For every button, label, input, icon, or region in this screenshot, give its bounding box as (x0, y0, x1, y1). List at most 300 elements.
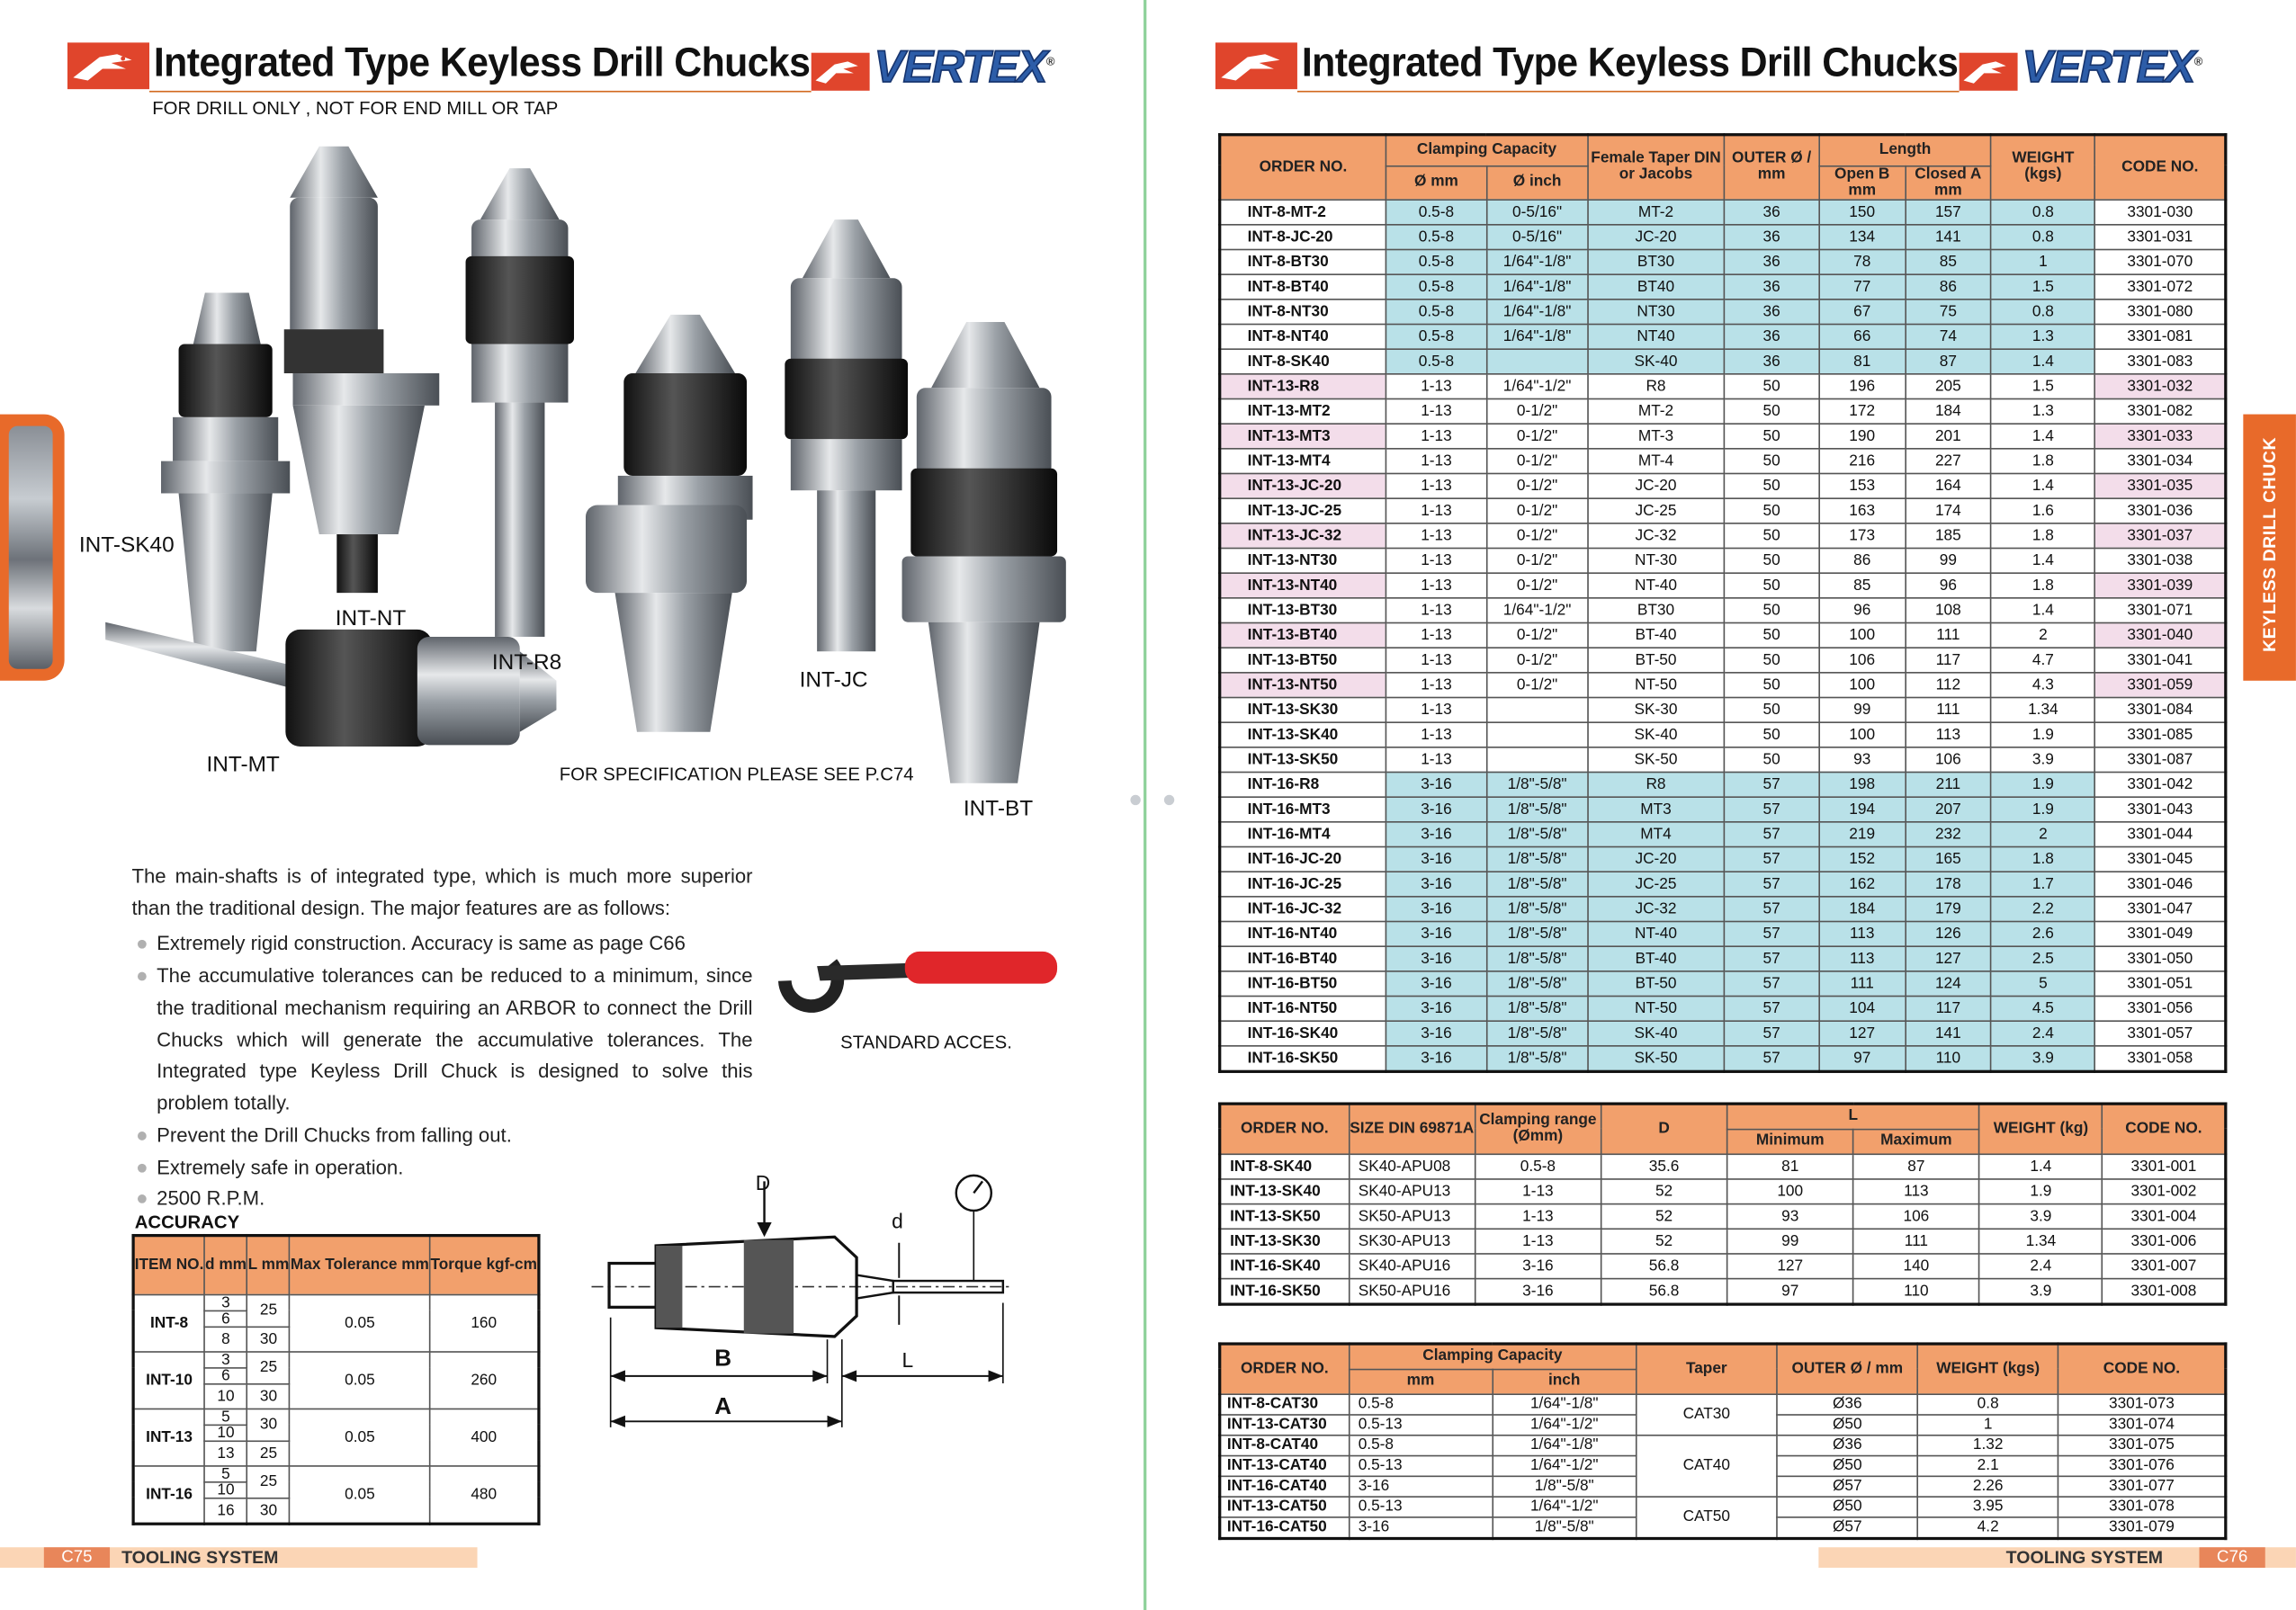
table-cell: 4.7 (1991, 647, 2094, 672)
order-no: INT-13-NT30 (1220, 548, 1386, 573)
taper-cell: CAT40 (1637, 1435, 1777, 1496)
code-no: 3301-033 (2095, 423, 2226, 448)
table-cell: 150 (1819, 199, 1906, 224)
table-cell: 1/64"-1/8" (1487, 299, 1588, 324)
table-cell: 3-16 (1386, 1045, 1486, 1070)
table-cell: 0-1/2" (1487, 473, 1588, 498)
table-cell: 1/64"-1/8" (1493, 1435, 1637, 1455)
table-cell: 106 (1906, 747, 1992, 772)
table-cell: 1/8"-5/8" (1487, 945, 1588, 970)
table-cell: 57 (1724, 821, 1819, 846)
intro-text: The main-shafts is of integrated type, which is much more superior than the traditional design. The major features are as follows: (131, 864, 753, 919)
table-cell: 0-5/16" (1487, 199, 1588, 224)
t1-h-code: CODE NO. (2095, 135, 2226, 200)
code-no: 3301-071 (2095, 597, 2226, 622)
table-cell: Ø50 (1777, 1414, 1917, 1435)
table-cell: 1.5 (1991, 373, 2094, 398)
table2-header-row (1220, 1104, 2226, 1129)
table-cell: 3-16 (1349, 1476, 1493, 1497)
order-no: INT-8-SK40 (1220, 348, 1386, 373)
code-no: 3301-032 (2095, 373, 2226, 398)
table-row (1220, 299, 2226, 324)
eagle-logo-icon (1215, 42, 1297, 89)
code-no: 3301-008 (2103, 1278, 2226, 1303)
diagram-label-A: A (714, 1395, 732, 1420)
table-cell: 124 (1906, 970, 1992, 996)
table-cell: 185 (1906, 523, 1992, 548)
table-cell: 87 (1906, 348, 1992, 373)
table-cell: 1-13 (1386, 572, 1486, 597)
table-cell: 57 (1724, 1045, 1819, 1070)
main-spec-table (1218, 133, 2227, 1072)
code-no: 3301-080 (2095, 299, 2226, 324)
table-cell (1487, 721, 1588, 747)
table-cell: 56.8 (1601, 1278, 1726, 1303)
table-cell: 179 (1906, 896, 1992, 921)
table-cell: 81 (1819, 348, 1906, 373)
accuracy-heading: ACCURACY (134, 1212, 240, 1233)
table-cell: 3.9 (1979, 1203, 2103, 1229)
table-cell: NT-30 (1588, 548, 1725, 573)
table-cell: 1-13 (1386, 448, 1486, 473)
accuracy-tolerance: 0.05 (290, 1294, 430, 1351)
table-cell: 1.9 (1991, 721, 2094, 747)
table-cell: 1.9 (1991, 796, 2094, 821)
order-no: INT-13-SK30 (1220, 697, 1386, 722)
table-cell: 50 (1724, 548, 1819, 573)
table-cell: 96 (1906, 572, 1992, 597)
table-cell: BT40 (1588, 273, 1725, 299)
brand-eagle-icon (1960, 53, 2018, 91)
table-cell: R8 (1588, 373, 1725, 398)
table-cell: 35.6 (1601, 1153, 1726, 1178)
table-cell: SK40-APU08 (1349, 1153, 1475, 1178)
feature-2: The accumulative tolerances can be reduced to a minimum, since the traditional mechanism requiring an ARBOR to connect the Drill Chucks which will generate the accumulative tolerances. The Integrated type Keyless Drill Chuck is designed to solve this problem totally. (157, 961, 752, 1120)
table-row (1220, 448, 2226, 473)
accuracy-row (133, 1465, 539, 1481)
table-cell: 1.4 (1979, 1153, 2103, 1178)
table-cell: 152 (1819, 846, 1906, 872)
code-no: 3301-084 (2095, 697, 2226, 722)
accuracy-d: 6 (204, 1367, 247, 1383)
table-cell: 57 (1724, 796, 1819, 821)
table-cell: 219 (1819, 821, 1906, 846)
order-no: INT-13-MT2 (1220, 398, 1386, 424)
table-row (1220, 398, 2226, 424)
table-cell: 57 (1724, 921, 1819, 946)
table-cell: 1.4 (1991, 548, 2094, 573)
table-cell: 1/8"-5/8" (1487, 821, 1588, 846)
table-cell: 172 (1819, 398, 1906, 424)
order-no: INT-16-JC-32 (1220, 896, 1386, 921)
order-no: INT-13-BT40 (1220, 622, 1386, 648)
table-cell: 3-16 (1386, 970, 1486, 996)
table-cell: 75 (1906, 299, 1992, 324)
table-cell: 0.5-13 (1349, 1455, 1493, 1476)
taper-cell: CAT30 (1637, 1393, 1777, 1435)
table-cell: 0-1/2" (1487, 622, 1588, 648)
table-cell: 4.2 (1917, 1516, 2058, 1538)
table-cell: 86 (1906, 273, 1992, 299)
table-cell: MT-2 (1588, 398, 1725, 424)
table-cell: 1-13 (1386, 497, 1486, 523)
accuracy-l: 25 (247, 1351, 290, 1383)
table-row (1220, 1278, 2226, 1303)
t2-h-order: ORDER NO. (1220, 1104, 1349, 1153)
table-cell: 1.6 (1991, 497, 2094, 523)
table-cell: 227 (1906, 448, 1992, 473)
table-row (1220, 1153, 2226, 1178)
code-no: 3301-051 (2095, 970, 2226, 996)
table-cell: 1.4 (1991, 423, 2094, 448)
table-cell: 216 (1819, 448, 1906, 473)
table-cell: 1-13 (1475, 1178, 1601, 1203)
table-cell: 127 (1819, 1020, 1906, 1045)
table-row (1220, 249, 2226, 274)
table-cell: 1-13 (1386, 423, 1486, 448)
table-cell: 3-16 (1386, 945, 1486, 970)
table-cell: 57 (1724, 896, 1819, 921)
page-title: Integrated Type Keyless Drill Chucks (153, 39, 811, 85)
label-int-jc: INT-JC (799, 667, 868, 693)
table-cell: 57 (1724, 996, 1819, 1021)
code-no: 3301-043 (2095, 796, 2226, 821)
table-cell: 1-13 (1386, 473, 1486, 498)
table-cell: 50 (1724, 721, 1819, 747)
table-cell (1487, 348, 1588, 373)
label-int-r8: INT-R8 (491, 649, 562, 675)
table-cell: 0-1/2" (1487, 497, 1588, 523)
order-no: INT-8-CAT30 (1220, 1393, 1349, 1414)
t3-h-weight: WEIGHT (kgs) (1917, 1344, 2058, 1393)
table-row (1220, 970, 2226, 996)
code-no: 3301-040 (2095, 622, 2226, 648)
table-row (1220, 1020, 2226, 1045)
table-cell: 211 (1906, 772, 1992, 797)
table-cell: 1/8"-5/8" (1487, 996, 1588, 1021)
order-no: INT-13-CAT40 (1220, 1455, 1349, 1476)
table-row (1220, 373, 2226, 398)
code-no: 3301-087 (2095, 747, 2226, 772)
table-row (1220, 199, 2226, 224)
code-no: 3301-039 (2095, 572, 2226, 597)
table-cell: 3.95 (1917, 1496, 2058, 1516)
accuracy-tolerance: 0.05 (290, 1351, 430, 1408)
table-cell: Ø36 (1777, 1435, 1917, 1455)
table-cell: 1-13 (1386, 548, 1486, 573)
table-row (1220, 747, 2226, 772)
table-cell: 232 (1906, 821, 1992, 846)
table-cell: 93 (1727, 1203, 1853, 1229)
table-row (1220, 647, 2226, 672)
cat-table (1218, 1342, 2227, 1539)
table-cell: 1.8 (1991, 572, 2094, 597)
table-cell: 1-13 (1386, 747, 1486, 772)
accuracy-l: 30 (247, 1383, 290, 1409)
table-cell: 77 (1819, 273, 1906, 299)
table-cell: 0-1/2" (1487, 448, 1588, 473)
acc-h-l: L mm (247, 1236, 290, 1294)
table-row (1220, 1228, 2226, 1253)
table-cell: 207 (1906, 796, 1992, 821)
accuracy-d: 13 (204, 1440, 247, 1465)
accuracy-row (133, 1294, 539, 1310)
order-no: INT-16-SK40 (1220, 1020, 1386, 1045)
table-cell: MT3 (1588, 796, 1725, 821)
order-no: INT-13-NT40 (1220, 572, 1386, 597)
order-no: INT-16-JC-25 (1220, 871, 1386, 896)
int-r8-chuck (466, 168, 574, 637)
table-cell: 67 (1819, 299, 1906, 324)
table-cell: R8 (1588, 772, 1725, 797)
table-cell: JC-32 (1588, 896, 1725, 921)
order-no: INT-13-BT50 (1220, 647, 1386, 672)
table-cell: 81 (1727, 1153, 1853, 1178)
accuracy-l: 30 (247, 1498, 290, 1523)
table-cell: 117 (1906, 647, 1992, 672)
accuracy-d: 5 (204, 1409, 247, 1425)
table-row (1220, 721, 2226, 747)
order-no: INT-13-JC-25 (1220, 497, 1386, 523)
page-number: C76 (2200, 1547, 2265, 1568)
table-cell: SK50-APU13 (1349, 1203, 1475, 1229)
table-cell: MT-2 (1588, 199, 1725, 224)
t1-h-mm: Ø mm (1386, 165, 1486, 199)
brand-logo: VERTEX® (874, 40, 1054, 93)
code-no: 3301-006 (2103, 1228, 2226, 1253)
side-thumbnail-tab (0, 415, 65, 681)
table-cell: 97 (1727, 1278, 1853, 1303)
table-cell: 50 (1724, 597, 1819, 622)
table-cell: 1/8"-5/8" (1487, 1020, 1588, 1045)
table-cell: Ø57 (1777, 1516, 1917, 1538)
table-cell: 1.34 (1991, 697, 2094, 722)
table-cell: 127 (1727, 1253, 1853, 1278)
feature-5: 2500 R.P.M. (157, 1183, 757, 1214)
table-cell: JC-20 (1588, 473, 1725, 498)
dimension-diagram (586, 1164, 1025, 1449)
table-cell: 0-1/2" (1487, 523, 1588, 548)
order-no: INT-13-SK40 (1220, 1178, 1349, 1203)
right-page (1148, 0, 2296, 1610)
table-cell: 0.5-8 (1349, 1393, 1493, 1414)
table-cell (1487, 747, 1588, 772)
table-cell: 2 (1991, 821, 2094, 846)
accuracy-d: 8 (204, 1327, 247, 1352)
brand-eagle-icon (812, 53, 870, 91)
t2-h-code: CODE NO. (2103, 1104, 2226, 1153)
int-nt-chuck (284, 147, 440, 593)
table-cell: 93 (1819, 747, 1906, 772)
table-cell: 4.5 (1991, 996, 2094, 1021)
table-cell: 3.9 (1979, 1278, 2103, 1303)
table-cell: 57 (1724, 945, 1819, 970)
table-cell: JC-25 (1588, 497, 1725, 523)
table-cell: 1/8"-5/8" (1487, 772, 1588, 797)
table-cell: 3-16 (1349, 1516, 1493, 1538)
order-no: INT-16-NT40 (1220, 921, 1386, 946)
table-cell: 0-1/2" (1487, 572, 1588, 597)
int-bt30-chuck (586, 315, 753, 732)
code-no: 3301-035 (2095, 473, 2226, 498)
int-jc-chuck (785, 219, 908, 651)
table-cell: 50 (1724, 448, 1819, 473)
code-no: 3301-030 (2095, 199, 2226, 224)
table-cell: 3-16 (1386, 896, 1486, 921)
table-cell: 36 (1724, 324, 1819, 349)
code-no: 3301-058 (2095, 1045, 2226, 1070)
page-title: Integrated Type Keyless Drill Chucks (1301, 39, 1959, 85)
table-cell: 1-13 (1386, 622, 1486, 648)
table-cell: 3-16 (1386, 996, 1486, 1021)
table-cell: 36 (1724, 348, 1819, 373)
order-no: INT-16-JC-20 (1220, 846, 1386, 872)
table-cell: JC-25 (1588, 871, 1725, 896)
table-cell: 1-13 (1386, 697, 1486, 722)
table-cell: 100 (1727, 1178, 1853, 1203)
t2-h-l: L (1727, 1104, 1979, 1129)
table-cell: 1.4 (1991, 348, 2094, 373)
code-no: 3301-085 (2095, 721, 2226, 747)
table-row (1220, 821, 2226, 846)
t2-h-weight: WEIGHT (kg) (1979, 1104, 2103, 1153)
table-cell: Ø50 (1777, 1496, 1917, 1516)
product-photo (88, 139, 1084, 798)
acc-h-torque: Torque kgf-cm (430, 1236, 539, 1294)
table-cell: 1-13 (1386, 373, 1486, 398)
table-cell: 50 (1724, 423, 1819, 448)
order-no: INT-8-BT30 (1220, 249, 1386, 274)
footer-section: TOOLING SYSTEM (121, 1547, 279, 1569)
t3-h-mm: mm (1349, 1369, 1493, 1394)
spec-note: FOR SPECIFICATION PLEASE SEE P.C74 (559, 764, 914, 785)
code-no: 3301-046 (2095, 871, 2226, 896)
code-no: 3301-073 (2058, 1393, 2226, 1414)
table-cell: 3-16 (1386, 821, 1486, 846)
table-row (1220, 796, 2226, 821)
table-row (1220, 497, 2226, 523)
t2-h-d: D (1601, 1104, 1726, 1153)
table-cell: 178 (1906, 871, 1992, 896)
accuracy-header-row (133, 1236, 539, 1294)
table-cell: 3-16 (1386, 846, 1486, 872)
table-cell: 1/8"-5/8" (1487, 871, 1588, 896)
table-cell: 57 (1724, 970, 1819, 996)
code-no: 3301-072 (2095, 273, 2226, 299)
table-cell: 0.5-8 (1386, 299, 1486, 324)
table-cell: 1/64"-1/8" (1493, 1393, 1637, 1414)
table-cell: 190 (1819, 423, 1906, 448)
table-cell: 1/8"-5/8" (1493, 1476, 1637, 1497)
table-cell: 1/8"-5/8" (1487, 970, 1588, 996)
order-no: INT-8-NT40 (1220, 324, 1386, 349)
table-cell: 50 (1724, 523, 1819, 548)
table-cell: 100 (1819, 622, 1906, 648)
order-no: INT-13-JC-32 (1220, 523, 1386, 548)
code-no: 3301-082 (2095, 398, 2226, 424)
order-no: INT-8-CAT40 (1220, 1435, 1349, 1455)
order-no: INT-13-SK40 (1220, 721, 1386, 747)
table-cell: 3-16 (1386, 772, 1486, 797)
code-no: 3301-049 (2095, 921, 2226, 946)
table-cell: 1-13 (1386, 523, 1486, 548)
table-cell: 117 (1906, 996, 1992, 1021)
table-cell: 36 (1724, 273, 1819, 299)
table-cell: 1.5 (1991, 273, 2094, 299)
table-cell: 50 (1724, 647, 1819, 672)
code-no: 3301-078 (2058, 1496, 2226, 1516)
order-no: INT-16-SK40 (1220, 1253, 1349, 1278)
table-cell: 1.8 (1991, 846, 2094, 872)
table-cell: 2.5 (1991, 945, 2094, 970)
t1-h-weight: WEIGHT (kgs) (1991, 135, 2094, 200)
table-cell: 52 (1601, 1203, 1726, 1229)
table-cell: SK40-APU16 (1349, 1253, 1475, 1278)
order-no: INT-16-MT4 (1220, 821, 1386, 846)
table-cell: MT-3 (1588, 423, 1725, 448)
table-cell: 1-13 (1386, 597, 1486, 622)
table-cell: 86 (1819, 548, 1906, 573)
eagle-logo-icon (67, 42, 149, 89)
table-row (1220, 896, 2226, 921)
table-cell: BT-50 (1588, 647, 1725, 672)
table-cell: 113 (1819, 921, 1906, 946)
order-no: INT-13-CAT50 (1220, 1496, 1349, 1516)
acc-h-tol: Max Tolerance mm (290, 1236, 430, 1294)
title-underline (149, 91, 812, 93)
table-cell: JC-20 (1588, 224, 1725, 249)
table-cell: SK50-APU16 (1349, 1278, 1475, 1303)
table-cell: BT-40 (1588, 622, 1725, 648)
table-cell: 50 (1724, 398, 1819, 424)
table-cell: 3-16 (1386, 1020, 1486, 1045)
t2-h-min: Minimum (1727, 1129, 1853, 1154)
accuracy-d: 10 (204, 1481, 247, 1498)
accuracy-torque: 260 (430, 1351, 539, 1408)
table-row (1220, 1045, 2226, 1070)
table-cell: 1.8 (1991, 523, 2094, 548)
table-cell: 3.9 (1991, 747, 2094, 772)
table-cell: 3-16 (1386, 796, 1486, 821)
order-no: INT-13-CAT30 (1220, 1414, 1349, 1435)
order-no: INT-16-MT3 (1220, 796, 1386, 821)
order-no: INT-16-NT50 (1220, 996, 1386, 1021)
label-int-bt: INT-BT (963, 796, 1034, 822)
code-no: 3301-031 (2095, 224, 2226, 249)
table-cell: 50 (1724, 572, 1819, 597)
order-no: INT-16-SK50 (1220, 1045, 1386, 1070)
table-cell: 1/8"-5/8" (1493, 1516, 1637, 1538)
diagram-label-D: D (755, 1171, 771, 1195)
table-cell: 1-13 (1386, 398, 1486, 424)
order-no: INT-8-SK40 (1220, 1153, 1349, 1178)
table-row (1220, 1496, 2226, 1516)
table-row (1220, 622, 2226, 648)
label-int-nt: INT-NT (335, 605, 407, 631)
accuracy-tolerance: 0.05 (290, 1465, 430, 1523)
table-cell: NT40 (1588, 324, 1725, 349)
accuracy-row (133, 1409, 539, 1425)
accuracy-table (131, 1234, 540, 1525)
table-cell: 194 (1819, 796, 1906, 821)
table-cell: 2.4 (1979, 1253, 2103, 1278)
table-cell: 111 (1819, 970, 1906, 996)
code-no: 3301-074 (2058, 1414, 2226, 1435)
t1-h-length: Length (1819, 135, 1991, 165)
table-cell: 50 (1724, 697, 1819, 722)
table-row (1220, 1435, 2226, 1455)
page-number: C75 (44, 1547, 110, 1568)
